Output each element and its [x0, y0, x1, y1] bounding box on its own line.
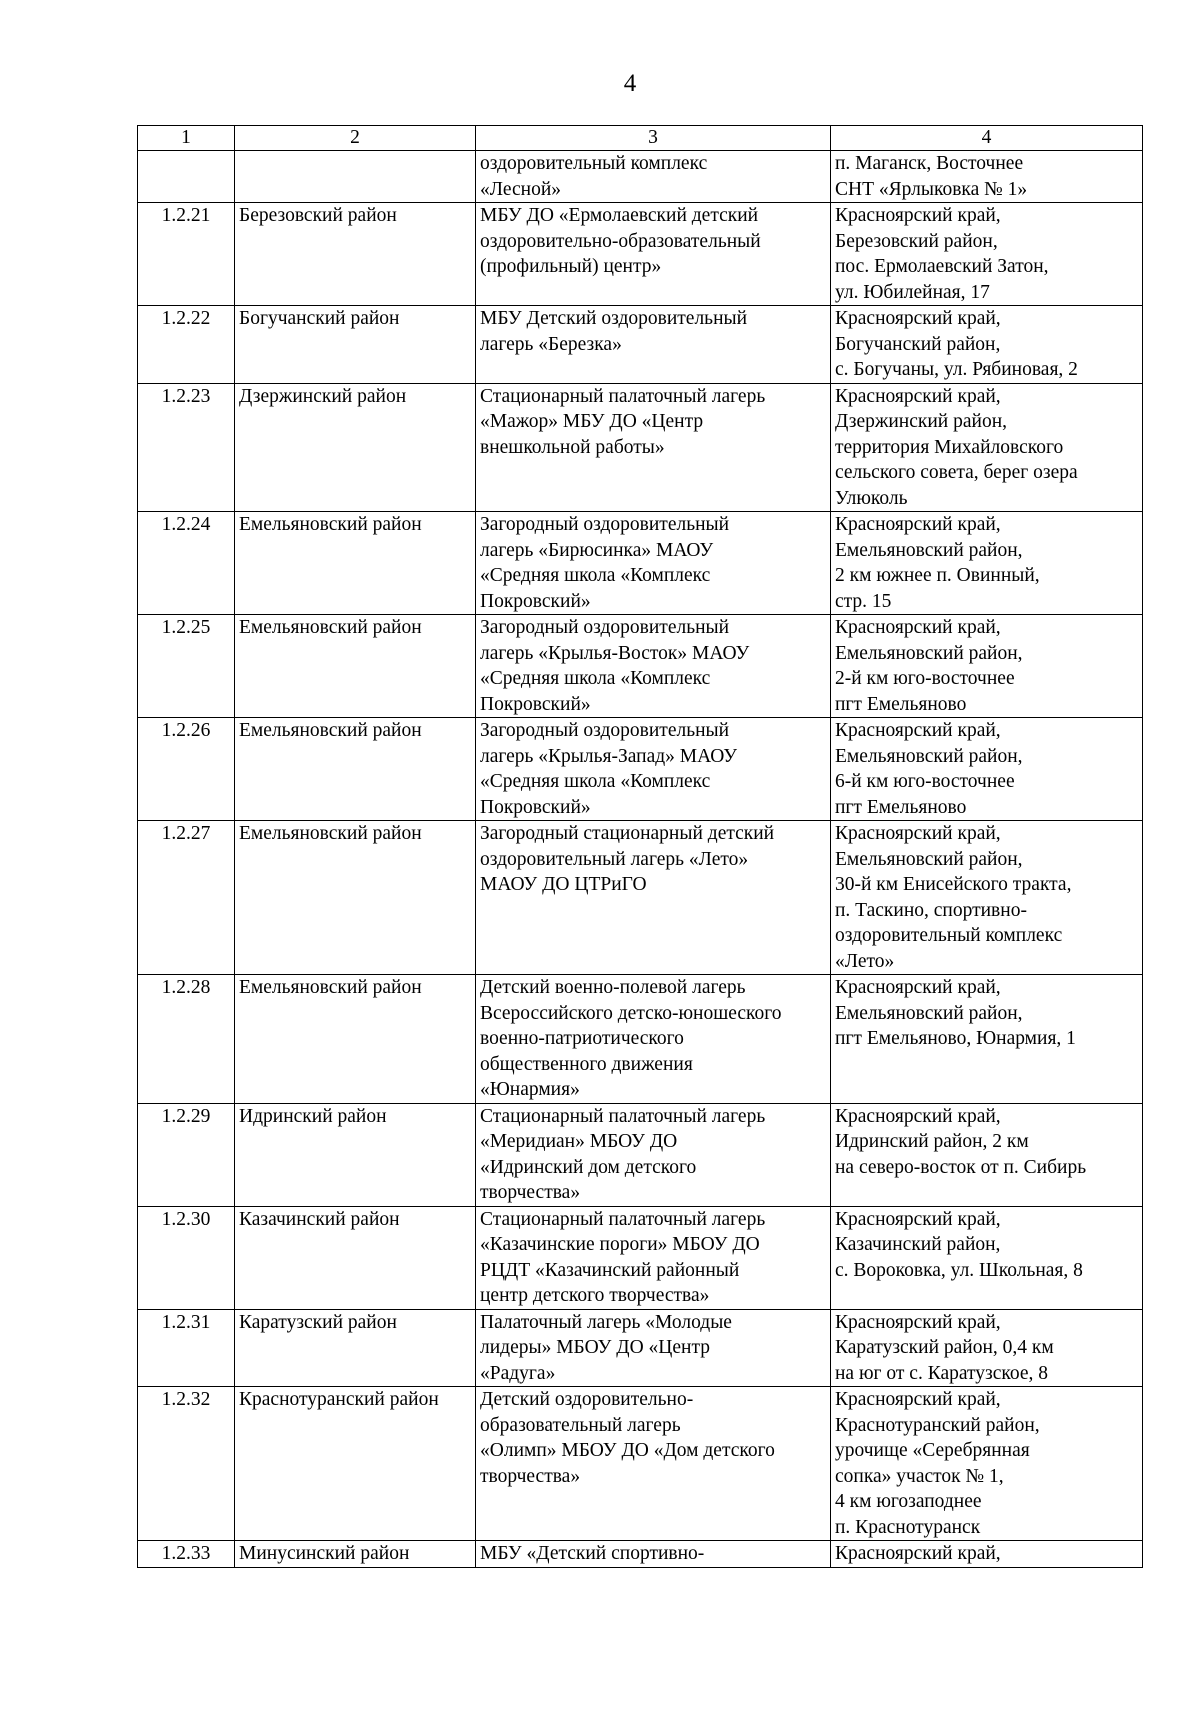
camp-name-line: «Олимп» МБОУ ДО «Дом детского	[480, 1440, 775, 1461]
camp-name-cell	[476, 306, 831, 384]
address-line: урочище «Серебрянная	[835, 1440, 1030, 1461]
camp-name-line: «Юнармия»	[480, 1079, 580, 1100]
district-cell: Минусинский район	[235, 1541, 476, 1568]
address-cell	[831, 1309, 1143, 1387]
camp-name-line: лагерь «Крылья-Запад» МАОУ	[480, 745, 738, 767]
address-line: 30-й км Енисейского тракта,	[835, 874, 1072, 895]
address-line: на юг от с. Каратузское, 8	[835, 1362, 1049, 1384]
camp-name-line: творчества»	[480, 1182, 581, 1203]
address-cell	[831, 1387, 1143, 1541]
address-line: Березовский район,	[835, 230, 998, 252]
address-cell	[831, 615, 1143, 718]
address-line: Красноярский край,	[835, 1543, 1001, 1564]
table-row	[138, 151, 1143, 203]
camp-name-line: Детский оздоровительно-	[480, 1389, 694, 1410]
address-line: Красноярский край,	[835, 617, 1001, 638]
district-cell: Краснотуранский район	[235, 1387, 476, 1541]
row-number-cell: 1.2.21	[138, 203, 235, 306]
address-line: СНТ «Ярлыковка № 1»	[835, 178, 1028, 200]
camp-name-cell	[476, 151, 831, 203]
table-row	[138, 1206, 1143, 1309]
column-header-2: 2	[235, 126, 476, 151]
address-cell	[831, 306, 1143, 384]
address-line: «Лето»	[835, 950, 895, 972]
camp-name-line: Загородный оздоровительный	[480, 720, 730, 741]
row-number-cell: 1.2.31	[138, 1309, 235, 1387]
row-number-cell: 1.2.27	[138, 821, 235, 975]
camp-name-line: МБУ ДО «Ермолаевский детский	[480, 205, 759, 226]
address-line: Красноярский край,	[835, 1105, 1001, 1127]
table-header-row	[138, 126, 1143, 151]
address-line: Казачинский район,	[835, 1234, 1001, 1255]
camp-name-line: военно-патриотического	[480, 1028, 684, 1049]
district-cell	[235, 151, 476, 203]
address-line: 6-й км юго-восточнее	[835, 771, 1015, 792]
address-line: ул. Юбилейная, 17	[835, 281, 990, 303]
row-number-cell: 1.2.33	[138, 1541, 235, 1568]
address-line: Красноярский край,	[835, 823, 1001, 844]
address-cell	[831, 975, 1143, 1104]
camp-name-line: оздоровительный комплекс	[480, 153, 708, 174]
camp-name-cell	[476, 1206, 831, 1309]
address-cell	[831, 718, 1143, 821]
district-cell: Емельяновский район	[235, 512, 476, 615]
district-cell: Каратузский район	[235, 1309, 476, 1387]
camp-name-line: «Средняя школа «Комплекс	[480, 565, 711, 586]
camp-name-line: Всероссийского детско-юношеского	[480, 1002, 782, 1024]
camp-name-line: центр детского творчества»	[480, 1285, 710, 1306]
camp-name-line: РЦДТ «Казачинский районный	[480, 1259, 740, 1281]
table-row	[138, 821, 1143, 975]
district-cell: Богучанский район	[235, 306, 476, 384]
address-line: Красноярский край,	[835, 977, 1001, 998]
address-line: территория Михайловского	[835, 436, 1064, 458]
address-line: Емельяновский район,	[835, 1002, 1023, 1024]
address-cell	[831, 203, 1143, 306]
address-cell	[831, 821, 1143, 975]
row-number-cell: 1.2.29	[138, 1103, 235, 1206]
district-cell: Емельяновский район	[235, 975, 476, 1104]
camp-name-cell	[476, 1387, 831, 1541]
table-row	[138, 383, 1143, 512]
address-cell	[831, 1206, 1143, 1309]
camp-name-line: Палаточный лагерь «Молодые	[480, 1311, 732, 1333]
address-line: стр. 15	[835, 590, 892, 612]
address-line: на северо-восток от п. Сибирь	[835, 1156, 1087, 1178]
row-number-cell: 1.2.26	[138, 718, 235, 821]
column-header-4: 4	[831, 126, 1143, 151]
camp-name-line: лидеры» МБОУ ДО «Центр	[480, 1337, 710, 1358]
camp-name-line: «Казачинские пороги» МБОУ ДО	[480, 1234, 760, 1255]
camp-name-line: Загородный оздоровительный	[480, 617, 730, 638]
district-cell: Дзержинский район	[235, 383, 476, 512]
address-line: с. Богучаны, ул. Рябиновая, 2	[835, 359, 1078, 380]
camp-name-cell	[476, 1541, 831, 1568]
camp-name-cell	[476, 821, 831, 975]
camp-name-line: внешкольной работы»	[480, 436, 665, 458]
table-row	[138, 1309, 1143, 1387]
district-cell: Казачинский район	[235, 1206, 476, 1309]
address-line: Дзержинский район,	[835, 411, 1008, 432]
address-line: Емельяновский район,	[835, 745, 1023, 767]
row-number-cell: 1.2.25	[138, 615, 235, 718]
camp-name-cell	[476, 1103, 831, 1206]
row-number-cell: 1.2.28	[138, 975, 235, 1104]
address-cell	[831, 512, 1143, 615]
address-line: п. Маганск, Восточнее	[835, 153, 1024, 174]
address-line: пгт Емельяново	[835, 693, 967, 715]
camp-name-line: «Меридиан» МБОУ ДО	[480, 1131, 678, 1152]
address-cell	[831, 1103, 1143, 1206]
camp-name-cell	[476, 718, 831, 821]
table-row	[138, 203, 1143, 306]
camp-name-cell	[476, 975, 831, 1104]
camp-name-line: оздоровительный лагерь «Лето»	[480, 848, 749, 870]
camp-name-line: творчества»	[480, 1465, 581, 1487]
district-cell: Емельяновский район	[235, 615, 476, 718]
address-line: Идринский район, 2 км	[835, 1131, 1029, 1152]
address-line: с. Вороковка, ул. Школьная, 8	[835, 1259, 1083, 1281]
address-cell	[831, 151, 1143, 203]
address-line: Богучанский район,	[835, 333, 1001, 355]
camp-name-line: «Мажор» МБУ ДО «Центр	[480, 411, 704, 432]
table-row	[138, 615, 1143, 718]
address-line: пос. Ермолаевский Затон,	[835, 256, 1049, 277]
address-line: пгт Емельяново	[835, 796, 967, 818]
row-number-cell: 1.2.23	[138, 383, 235, 512]
address-line: Емельяновский район,	[835, 539, 1023, 561]
address-line: Красноярский край,	[835, 514, 1001, 535]
address-line: сопка» участок № 1,	[835, 1465, 1004, 1487]
address-line: Емельяновский район,	[835, 642, 1023, 664]
camp-name-line: Покровский»	[480, 693, 591, 715]
camp-name-line: Стационарный палаточный лагерь	[480, 1208, 766, 1230]
camp-name-cell	[476, 615, 831, 718]
camp-name-line: «Радуга»	[480, 1362, 556, 1384]
camp-name-line: «Лесной»	[480, 178, 562, 200]
address-line: Красноярский край,	[835, 720, 1001, 741]
address-line: Красноярский край,	[835, 1311, 1001, 1333]
table-row	[138, 718, 1143, 821]
row-number-cell	[138, 151, 235, 203]
table-row	[138, 1387, 1143, 1541]
camp-name-line: «Средняя школа «Комплекс	[480, 771, 711, 792]
camp-name-line: МБУ «Детский спортивно-	[480, 1543, 705, 1564]
address-line: Красноярский край,	[835, 385, 1001, 407]
camp-name-line: Стационарный палаточный лагерь	[480, 385, 766, 407]
table-row	[138, 1541, 1143, 1568]
address-line: Красноярский край,	[835, 1208, 1001, 1230]
camp-name-line: «Идринский дом детского	[480, 1156, 697, 1178]
camp-name-line: МАОУ ДО ЦТРиГО	[480, 874, 647, 895]
camp-name-cell	[476, 203, 831, 306]
row-number-cell: 1.2.22	[138, 306, 235, 384]
address-line: Красноярский край,	[835, 308, 1001, 329]
camp-name-line: оздоровительно-образовательный	[480, 230, 761, 252]
column-header-3: 3	[476, 126, 831, 151]
district-cell: Березовский район	[235, 203, 476, 306]
camp-name-line: лагерь «Березка»	[480, 333, 622, 355]
district-cell: Емельяновский район	[235, 821, 476, 975]
address-line: пгт Емельяново, Юнармия, 1	[835, 1028, 1076, 1049]
row-number-cell: 1.2.32	[138, 1387, 235, 1541]
address-line: Емельяновский район,	[835, 848, 1023, 870]
camp-name-line: Загородный оздоровительный	[480, 514, 730, 535]
address-line: Краснотуранский район,	[835, 1414, 1040, 1436]
camp-name-line: образовательный лагерь	[480, 1414, 681, 1436]
address-line: п. Таскино, спортивно-	[835, 899, 1027, 921]
address-line: сельского совета, берег озера	[835, 462, 1078, 483]
address-line: 2-й км юго-восточнее	[835, 668, 1015, 689]
camp-name-cell	[476, 1309, 831, 1387]
address-line: Каратузский район, 0,4 км	[835, 1337, 1054, 1358]
address-line: Красноярский край,	[835, 1389, 1001, 1410]
column-header-1: 1	[138, 126, 235, 151]
camp-name-line: лагерь «Крылья-Восток» МАОУ	[480, 642, 750, 664]
camp-name-line: общественного движения	[480, 1053, 693, 1075]
camp-name-line: Покровский»	[480, 590, 591, 612]
camp-name-cell	[476, 512, 831, 615]
camp-name-line: (профильный) центр»	[480, 256, 662, 277]
camp-name-line: Покровский»	[480, 796, 591, 818]
address-line: Улюколь	[835, 487, 908, 509]
table-row	[138, 306, 1143, 384]
address-cell	[831, 1541, 1143, 1568]
table-row	[138, 975, 1143, 1104]
table-row	[138, 1103, 1143, 1206]
camp-name-line: «Средняя школа «Комплекс	[480, 668, 711, 689]
address-line: п. Краснотуранск	[835, 1516, 981, 1538]
row-number-cell: 1.2.24	[138, 512, 235, 615]
address-cell	[831, 383, 1143, 512]
district-cell: Идринский район	[235, 1103, 476, 1206]
camps-table	[137, 125, 1143, 1568]
page-number: 4	[623, 70, 637, 97]
camp-name-line: лагерь «Бирюсинка» МАОУ	[480, 539, 714, 561]
camp-name-line: Загородный стационарный детский	[480, 823, 775, 844]
address-line: Красноярский край,	[835, 205, 1001, 226]
camp-name-cell	[476, 383, 831, 512]
address-line: оздоровительный комплекс	[835, 925, 1063, 946]
table-row	[138, 512, 1143, 615]
camp-name-line: Стационарный палаточный лагерь	[480, 1105, 766, 1127]
address-line: 2 км южнее п. Овинный,	[835, 565, 1040, 586]
address-line: 4 км югозаподнее	[835, 1491, 982, 1512]
row-number-cell: 1.2.30	[138, 1206, 235, 1309]
camp-name-line: Детский военно-полевой лагерь	[480, 977, 746, 998]
district-cell: Емельяновский район	[235, 718, 476, 821]
camp-name-line: МБУ Детский оздоровительный	[480, 308, 748, 329]
